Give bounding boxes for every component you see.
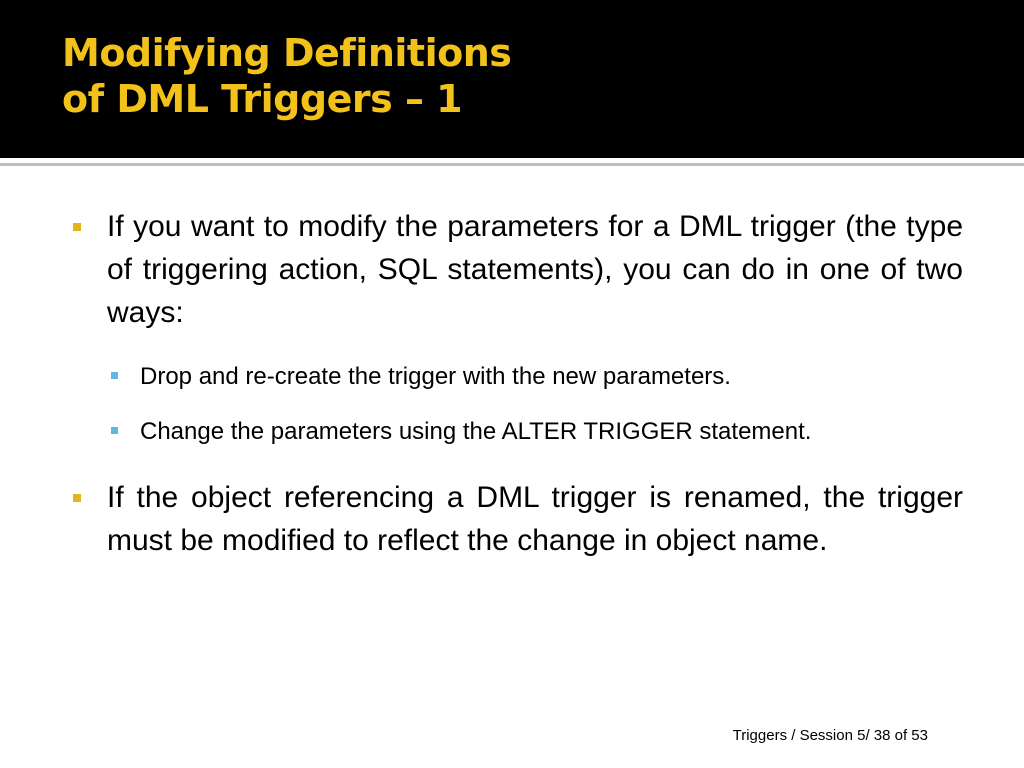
bullet-item-2 [68, 476, 963, 562]
sub-bullet-item-1 [108, 358, 963, 395]
square-bullet-icon [73, 223, 81, 231]
bullet-text-2: If the object referencing a DML trigger is renamed, the trigger must be modified to reflect the change in object name. [107, 481, 963, 557]
bullet-item-1 [68, 205, 963, 334]
title-divider [0, 158, 1024, 161]
bullet-text-1: If you want to modify the parameters for a DML trigger (the type of triggering action, SQL statements), you can do in one of two ways: [107, 210, 963, 329]
sub-bullet-text-1: Drop and re-create the trigger with the new parameters. [140, 363, 731, 390]
slide-title-line-1: Modifying Definitions [62, 31, 512, 75]
slide-footer: Triggers / Session 5/ 38 of 53 [732, 727, 928, 744]
slide-title-line-2: of DML Triggers – 1 [62, 77, 463, 121]
square-bullet-icon [111, 372, 118, 379]
sub-bullet-text-2: Change the parameters using the ALTER TRIGGER statement. [140, 418, 812, 445]
slide-title [62, 30, 962, 122]
title-divider-shadow [0, 163, 1024, 166]
square-bullet-icon [73, 494, 81, 502]
slide-body [68, 205, 963, 562]
square-bullet-icon [111, 427, 118, 434]
sub-bullet-item-2 [108, 413, 963, 450]
